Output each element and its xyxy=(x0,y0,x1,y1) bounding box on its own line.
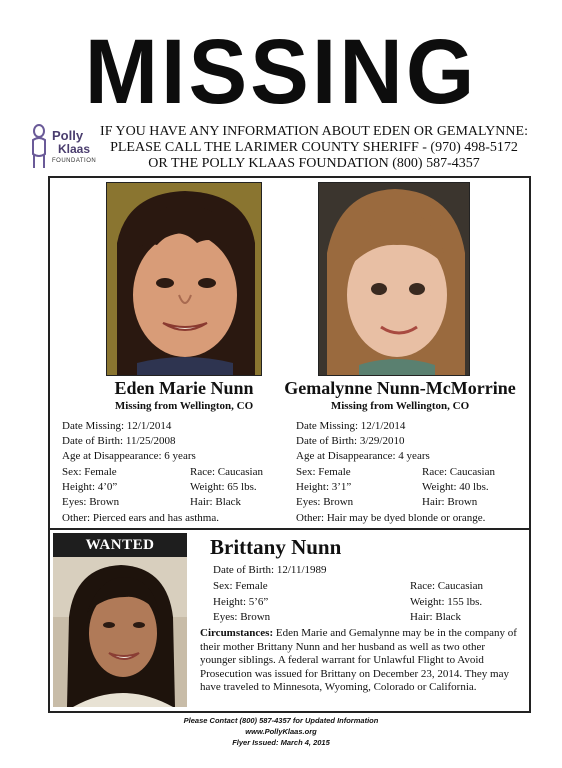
logo-text-klaas: Klaas xyxy=(58,142,91,156)
footer-contact: Please Contact (800) 587-4357 for Updated Information xyxy=(183,716,379,725)
info-line-2: PLEASE CALL THE LARIMER COUNTY SHERIFF - (970) 498-5172 xyxy=(110,140,518,155)
wanted-eyes: Eyes: Brown xyxy=(213,611,271,623)
eden-photo xyxy=(106,182,262,376)
section-divider xyxy=(48,528,531,530)
eden-weight: Weight: 65 lbs. xyxy=(190,481,257,493)
poster-title: MISSING xyxy=(84,20,478,123)
eden-race: Race: Caucasian xyxy=(190,466,263,478)
eden-age: Age at Disappearance: 6 years xyxy=(62,450,196,462)
gemalynne-other: Other: Hair may be dyed blonde or orange. xyxy=(296,512,486,524)
gemalynne-photo xyxy=(318,182,470,376)
eden-eyes: Eyes: Brown xyxy=(62,496,120,508)
eden-other: Other: Pierced ears and has asthma. xyxy=(62,512,219,524)
child-name-gemalynne: Gemalynne Nunn-McMorrine xyxy=(284,378,516,398)
child-missing-from-gemalynne: Missing from Wellington, CO xyxy=(330,400,470,412)
gemalynne-dob: Date of Birth: 3/29/2010 xyxy=(296,435,405,447)
circumstances-paragraph xyxy=(200,627,522,695)
logo-text-polly: Polly xyxy=(52,128,84,143)
gemalynne-age: Age at Disappearance: 4 years xyxy=(296,450,430,462)
wanted-hair: Hair: Black xyxy=(410,611,462,623)
child-missing-from-eden: Missing from Wellington, CO xyxy=(114,400,254,412)
gemalynne-hair: Hair: Brown xyxy=(422,496,478,508)
gemalynne-height: Height: 3’1” xyxy=(296,481,352,493)
wanted-name: Brittany Nunn xyxy=(210,535,342,559)
gemalynne-weight: Weight: 40 lbs. xyxy=(422,481,489,493)
eden-hair: Hair: Black xyxy=(190,496,242,508)
wanted-race: Race: Caucasian xyxy=(410,580,483,592)
gemalynne-date-missing: Date Missing: 12/1/2014 xyxy=(296,420,406,432)
wanted-label: WANTED xyxy=(53,533,187,557)
gemalynne-race: Race: Caucasian xyxy=(422,466,495,478)
eden-date-missing: Date Missing: 12/1/2014 xyxy=(62,420,172,432)
wanted-sex: Sex: Female xyxy=(213,580,268,592)
wanted-dob: Date of Birth: 12/11/1989 xyxy=(213,564,327,576)
eden-height: Height: 4’0” xyxy=(62,481,118,493)
footer-issued: Flyer Issued: March 4, 2015 xyxy=(232,738,330,747)
circumstances-label: Circumstances: xyxy=(200,627,274,639)
logo-text-foundation: FOUNDATION xyxy=(52,158,97,164)
eden-dob: Date of Birth: 11/25/2008 xyxy=(62,435,176,447)
contact-info xyxy=(88,124,540,172)
eden-sex: Sex: Female xyxy=(62,466,117,478)
child-name-eden: Eden Marie Nunn xyxy=(114,378,254,398)
wanted-height: Height: 5’6” xyxy=(213,596,269,608)
foundation-figure-icon xyxy=(30,124,48,170)
circumstances-text: Eden Marie and Gemalynne may be in the company of their mother Brittany Nunn and her husband as well as two other younger siblings. A federal warrant for Unlawful Flight to Avoid Prosecution was issued for Brittany on December 23, 2014. They may have traveled to Minnesota, Wyoming, Colorado or California. xyxy=(200,627,517,693)
info-line-1: IF YOU HAVE ANY INFORMATION ABOUT EDEN OR GEMALYNNE: xyxy=(100,124,528,139)
footer-website[interactable]: www.PollyKlaas.org xyxy=(245,727,317,736)
gemalynne-eyes: Eyes: Brown xyxy=(296,496,354,508)
gemalynne-sex: Sex: Female xyxy=(296,466,351,478)
wanted-weight: Weight: 155 lbs. xyxy=(410,596,483,608)
info-line-3: OR THE POLLY KLAAS FOUNDATION (800) 587-4357 xyxy=(148,156,480,171)
brittany-photo xyxy=(53,557,187,707)
